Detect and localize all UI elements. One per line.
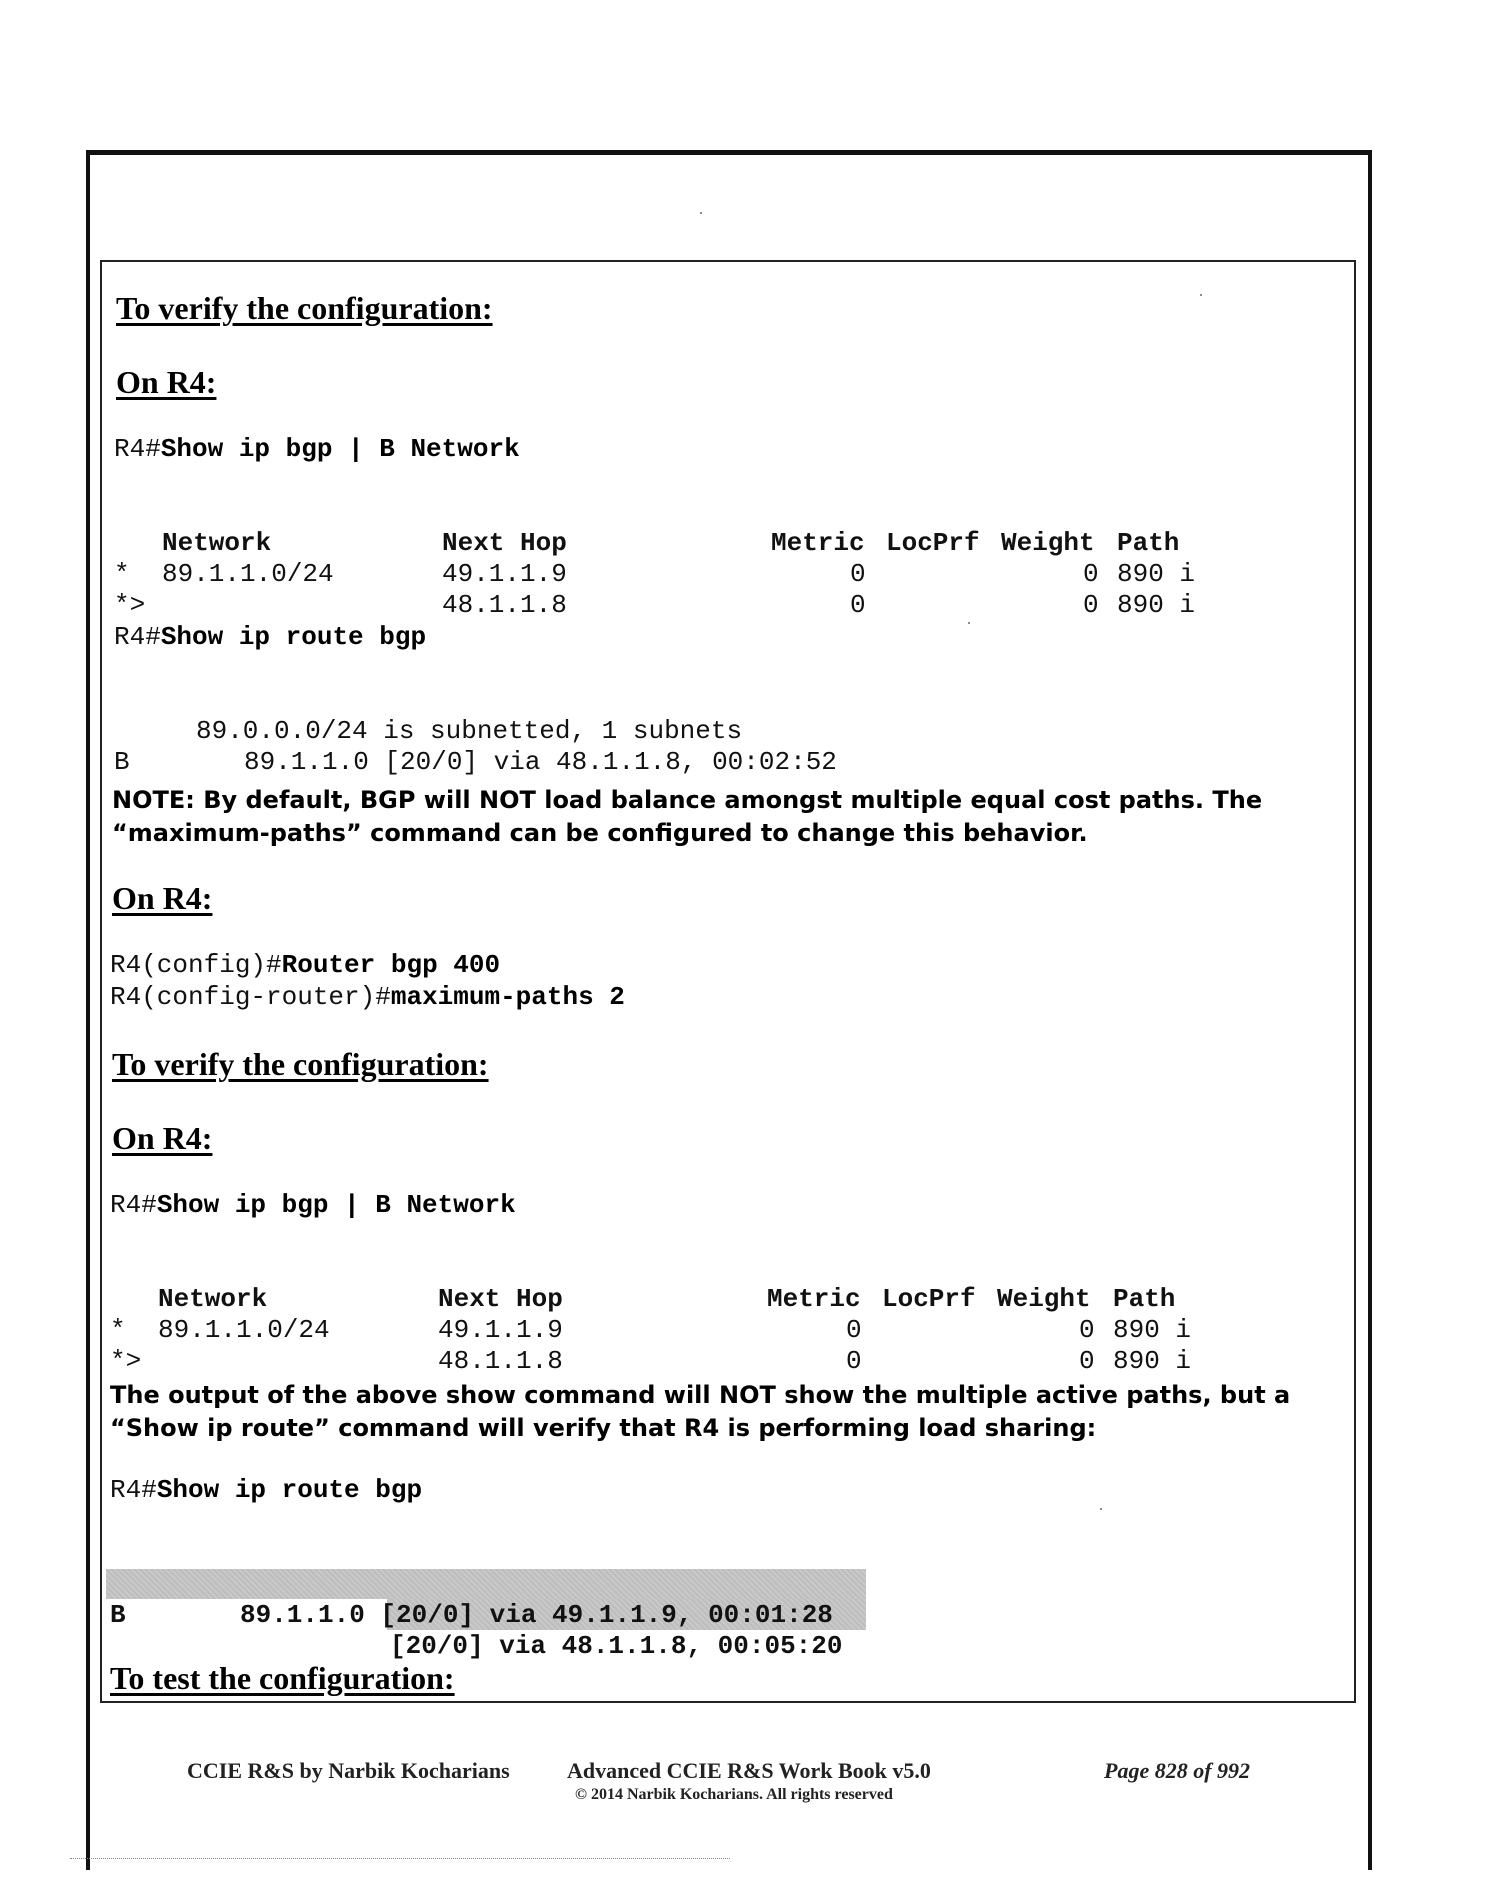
cli-command-show-ip-bgp-2: R4#Show ip bgp | B Network bbox=[110, 1190, 516, 1220]
highlight-bar-1 bbox=[106, 1569, 866, 1599]
footer-author: CCIE R&S by Narbik Kocharians bbox=[187, 1758, 510, 1783]
table-row: * 89.1.1.0/24 49.1.1.9 0 0 890 i bbox=[114, 559, 1196, 589]
test-heading: To test the configuration: bbox=[110, 1660, 455, 1696]
footer-copyright: © 2014 Narbik Kocharians. All rights reserved bbox=[575, 1786, 893, 1803]
on-r4-heading-2: On R4: bbox=[112, 880, 213, 916]
bgp-table-header: Network Next Hop Metric LocPrf Weight Path bbox=[162, 528, 1180, 558]
cli-command-show-ip-route-2: R4#Show ip route bgp bbox=[110, 1475, 423, 1505]
table-row: *> 48.1.1.8 0 0 890 i bbox=[110, 1346, 1192, 1376]
route-line: B 89.1.1.0 [20/0] via 48.1.1.8, 00:02:52 bbox=[114, 747, 837, 777]
config-line: R4(config-router)#maximum-paths 2 bbox=[110, 982, 625, 1012]
config-line: R4(config)#Router bgp 400 bbox=[110, 950, 501, 980]
scan-speck bbox=[700, 212, 702, 214]
table-row: *> 48.1.1.8 0 0 890 i bbox=[114, 590, 1196, 620]
verify-heading-2: To verify the configuration: bbox=[112, 1046, 489, 1082]
route-line: 89.0.0.0/24 is subnetted, 1 subnets bbox=[196, 716, 743, 746]
scan-speck bbox=[1200, 294, 1202, 296]
cli-command-show-ip-bgp-1: R4#Show ip bgp | B Network bbox=[114, 434, 520, 464]
scan-speck bbox=[1100, 1508, 1102, 1510]
on-r4-heading-3: On R4: bbox=[112, 1120, 213, 1156]
explanation-paragraph: The output of the above show command will NOT show the multiple active paths, but a “Show ip route” command will verify that R4 is performing load sharing: bbox=[110, 1381, 1291, 1442]
bgp-table-header: Network Next Hop Metric LocPrf Weight Path bbox=[158, 1284, 1176, 1314]
route-line: B 89.1.1.0 [20/0] via 49.1.1.9, 00:01:28 bbox=[110, 1600, 833, 1630]
footer-book-title: Advanced CCIE R&S Work Book v5.0 bbox=[567, 1758, 931, 1783]
route-line: [20/0] via 48.1.1.8, 00:05:20 bbox=[390, 1631, 843, 1661]
scan-speck bbox=[968, 622, 970, 624]
table-row: * 89.1.1.0/24 49.1.1.9 0 0 890 i bbox=[110, 1315, 1192, 1345]
verify-heading-1: To verify the configuration: bbox=[116, 290, 493, 326]
on-r4-heading-1: On R4: bbox=[116, 364, 217, 400]
cli-command-show-ip-route-1: R4#Show ip route bgp bbox=[114, 622, 427, 652]
scan-bottom-edge bbox=[70, 1858, 730, 1859]
note-paragraph: NOTE: By default, BGP will NOT load balance amongst multiple equal cost paths. The “maximum-paths” command can be configured to change this behavior. bbox=[112, 786, 1263, 847]
footer-page-number: Page 828 of 992 bbox=[1104, 1758, 1251, 1783]
